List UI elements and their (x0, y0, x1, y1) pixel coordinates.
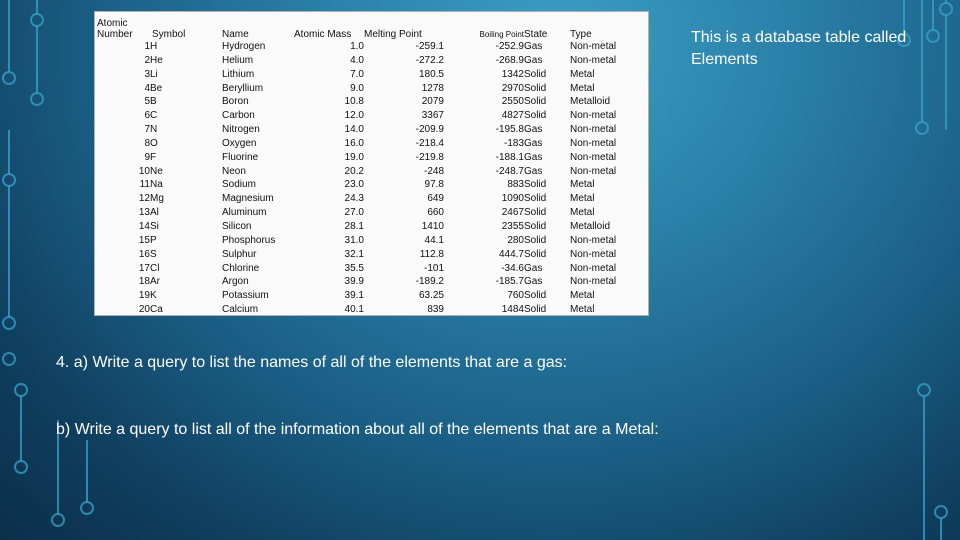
cell-boiling-point: 2550 (501, 96, 524, 108)
cell-state: Solid (524, 82, 547, 94)
cell-type: Non-metal (570, 276, 617, 288)
cell-atomic-number: 4 (144, 82, 150, 94)
cell-boiling-point: 1090 (501, 193, 524, 205)
cell-boiling-point: 2970 (501, 82, 524, 94)
cell-atomic-mass: 9.0 (350, 82, 364, 94)
cell-boiling-point: 280 (507, 234, 524, 246)
cell-melting-point: 63.25 (418, 290, 444, 302)
table-row (95, 123, 630, 137)
cell-boiling-point: 2355 (501, 220, 524, 232)
cell-symbol: Ca (150, 304, 163, 316)
cell-atomic-mass: 12.0 (344, 110, 364, 122)
cell-atomic-mass: 10.8 (344, 96, 364, 108)
cell-name: Hydrogen (222, 41, 266, 52)
cell-symbol: Al (150, 207, 159, 219)
cell-atomic-number: 5 (144, 96, 150, 108)
cell-name: Silicon (222, 220, 252, 232)
cell-state: Solid (524, 304, 547, 316)
cell-atomic-number: 9 (144, 151, 150, 163)
cell-symbol: Na (150, 179, 163, 191)
cell-boiling-point: -185.7 (495, 276, 524, 288)
cell-atomic-mass: 14.0 (344, 124, 364, 136)
cell-symbol: He (150, 54, 163, 66)
cell-state: Solid (524, 220, 547, 232)
cell-melting-point: -218.4 (415, 137, 444, 149)
cell-state: Solid (524, 110, 547, 122)
cell-symbol: S (150, 248, 157, 260)
cell-type: Metal (570, 68, 595, 80)
cell-atomic-mass: 40.1 (344, 304, 364, 316)
cell-type: Metal (570, 179, 595, 191)
cell-type: Metal (570, 304, 595, 316)
cell-atomic-mass: 20.2 (344, 165, 364, 177)
cell-name: Aluminum (222, 207, 267, 219)
cell-state: Gas (524, 54, 543, 66)
cell-atomic-number: 11 (139, 179, 150, 191)
cell-name: Sulphur (222, 248, 257, 260)
cell-melting-point: 97.8 (424, 179, 444, 191)
cell-symbol: Be (150, 82, 163, 94)
table-header-row (95, 12, 630, 40)
cell-boiling-point: 1484 (501, 304, 524, 316)
cell-atomic-mass: 19.0 (344, 151, 364, 163)
cell-type: Non-metal (570, 124, 617, 136)
cell-symbol: K (150, 290, 157, 302)
elements-table-panel (94, 11, 649, 316)
cell-name: Nitrogen (222, 124, 260, 136)
cell-atomic-mass: 1.0 (350, 41, 364, 52)
cell-melting-point: 44.1 (424, 234, 444, 246)
cell-name: Calcium (222, 304, 259, 316)
cell-name: Lithium (222, 68, 255, 80)
cell-boiling-point: 760 (507, 290, 524, 302)
cell-atomic-mass: 39.1 (344, 290, 364, 302)
cell-type: Metalloid (570, 96, 611, 108)
header-symbol: Symbol (152, 29, 186, 40)
cell-atomic-number: 6 (144, 110, 150, 122)
cell-symbol: Cl (150, 262, 160, 274)
table-row (95, 165, 630, 179)
cell-type: Non-metal (570, 151, 617, 163)
cell-type: Non-metal (570, 248, 617, 260)
cell-state: Solid (524, 193, 547, 205)
header-melting-point: Melting Point (364, 29, 422, 40)
table-row (95, 262, 630, 276)
cell-state: Gas (524, 165, 543, 177)
question-a: 4. a) Write a query to list the names of all of the elements that are a gas: (56, 354, 568, 371)
cell-name: Neon (222, 165, 246, 177)
cell-symbol: Mg (150, 193, 164, 205)
cell-atomic-number: 14 (138, 220, 150, 232)
cell-type: Metalloid (570, 220, 611, 232)
cell-name: Oxygen (222, 137, 257, 149)
cell-boiling-point: 444.7 (498, 248, 524, 260)
cell-atomic-mass: 24.3 (344, 193, 364, 205)
table-row (95, 303, 630, 317)
cell-boiling-point: 1342 (501, 68, 524, 80)
cell-atomic-mass: 28.1 (344, 220, 364, 232)
cell-name: Argon (222, 276, 249, 288)
cell-boiling-point: -248.7 (495, 165, 524, 177)
table-row (95, 95, 630, 109)
cell-atomic-mass: 23.0 (344, 179, 364, 191)
table-row (95, 206, 630, 220)
cell-atomic-number: 19 (138, 290, 150, 302)
cell-name: Beryllium (222, 82, 264, 94)
header-type: Type (570, 29, 592, 40)
cell-boiling-point: 883 (507, 179, 524, 191)
cell-boiling-point: -188.1 (495, 151, 524, 163)
cell-state: Gas (524, 41, 543, 52)
cell-state: Gas (524, 124, 543, 136)
table-description-note: This is a database table called Elements (691, 29, 907, 68)
header-name: Name (222, 29, 249, 40)
cell-atomic-number: 13 (138, 207, 150, 219)
cell-type: Metal (570, 207, 595, 219)
cell-atomic-number: 18 (138, 276, 150, 288)
cell-melting-point: 3367 (421, 110, 444, 122)
cell-type: Non-metal (570, 234, 617, 246)
cell-atomic-mass: 16.0 (344, 137, 364, 149)
cell-state: Solid (524, 234, 547, 246)
cell-type: Non-metal (570, 54, 617, 66)
header-atomic-mass: Atomic Mass (294, 29, 352, 40)
cell-symbol: O (150, 137, 158, 149)
cell-melting-point: -248 (423, 165, 444, 177)
cell-atomic-mass: 7.0 (350, 68, 364, 80)
table-row (95, 137, 630, 151)
cell-state: Solid (524, 96, 547, 108)
cell-symbol: Li (150, 68, 158, 80)
header-boiling-point: Boiling Point (479, 30, 524, 39)
cell-melting-point: -101 (423, 262, 444, 274)
cell-type: Non-metal (570, 110, 617, 122)
cell-boiling-point: 4827 (501, 110, 524, 122)
cell-atomic-number: 8 (144, 137, 150, 149)
cell-atomic-number: 1 (144, 41, 150, 52)
cell-symbol: Si (150, 220, 159, 232)
cell-type: Metal (570, 290, 595, 302)
cell-name: Potassium (222, 290, 269, 302)
cell-atomic-number: 12 (138, 193, 150, 205)
table-row (95, 40, 630, 54)
table-row (95, 82, 630, 96)
cell-melting-point: 1410 (421, 220, 444, 232)
cell-symbol: N (150, 124, 158, 136)
table-row (95, 220, 630, 234)
cell-name: Sodium (222, 179, 256, 191)
cell-state: Gas (524, 276, 543, 288)
cell-type: Non-metal (570, 41, 617, 52)
cell-state: Gas (524, 151, 543, 163)
cell-name: Carbon (222, 110, 255, 122)
cell-atomic-mass: 31.0 (344, 234, 364, 246)
table-row (95, 275, 630, 289)
cell-name: Chlorine (222, 262, 260, 274)
cell-state: Solid (524, 68, 547, 80)
cell-boiling-point: -268.9 (495, 54, 524, 66)
cell-type: Non-metal (570, 137, 617, 149)
table-row (95, 192, 630, 206)
cell-atomic-number: 17 (138, 262, 150, 274)
cell-boiling-point: -34.6 (501, 262, 524, 274)
cell-name: Helium (222, 54, 254, 66)
cell-atomic-number: 16 (138, 248, 150, 260)
cell-melting-point: -189.2 (415, 276, 444, 288)
cell-atomic-number: 3 (144, 68, 150, 80)
cell-name: Phosphorus (222, 234, 276, 246)
table-row (95, 54, 630, 68)
cell-melting-point: -272.2 (415, 54, 444, 66)
question-b: b) Write a query to list all of the information about all of the elements that are a Metal: (56, 421, 659, 438)
cell-type: Non-metal (570, 262, 617, 274)
table-row (95, 68, 630, 82)
cell-melting-point: 112.8 (419, 248, 444, 260)
cell-state: Solid (524, 290, 547, 302)
cell-atomic-number: 2 (144, 54, 150, 66)
cell-symbol: B (150, 96, 157, 108)
cell-type: Metal (570, 193, 595, 205)
cell-symbol: C (150, 110, 158, 122)
cell-symbol: H (150, 41, 158, 52)
cell-atomic-mass: 35.5 (344, 262, 364, 274)
cell-melting-point: 839 (427, 304, 444, 316)
cell-atomic-mass: 27.0 (344, 207, 364, 219)
table-row (95, 248, 630, 262)
cell-melting-point: 180.5 (418, 68, 444, 80)
cell-type: Non-metal (570, 165, 617, 177)
cell-symbol: Ar (150, 276, 160, 288)
cell-symbol: Ne (150, 165, 163, 177)
cell-atomic-number: 10 (138, 165, 150, 177)
table-body (95, 40, 630, 317)
cell-melting-point: 2079 (421, 96, 444, 108)
cell-state: Gas (524, 137, 543, 149)
cell-symbol: P (150, 234, 157, 246)
cell-boiling-point: -195.8 (495, 124, 524, 136)
table-row (95, 178, 630, 192)
cell-name: Boron (222, 96, 249, 108)
cell-symbol: F (150, 151, 157, 163)
cell-boiling-point: -252.9 (495, 41, 524, 52)
cell-boiling-point: -183 (503, 137, 524, 149)
header-atomic-number: Atomic Number (97, 18, 133, 40)
cell-melting-point: -219.8 (415, 151, 444, 163)
cell-atomic-number: 7 (144, 124, 150, 136)
cell-melting-point: 660 (427, 207, 444, 219)
cell-atomic-number: 20 (138, 304, 150, 316)
cell-state: Solid (524, 179, 547, 191)
cell-atomic-mass: 32.1 (344, 248, 364, 260)
elements-table (95, 12, 630, 317)
cell-boiling-point: 2467 (501, 207, 524, 219)
cell-melting-point: 1278 (421, 82, 444, 94)
cell-name: Magnesium (222, 193, 274, 205)
cell-atomic-mass: 39.9 (344, 276, 364, 288)
table-row (95, 289, 630, 303)
table-row (95, 234, 630, 248)
cell-state: Gas (524, 262, 543, 274)
cell-state: Solid (524, 207, 547, 219)
cell-type: Metal (570, 82, 595, 94)
cell-atomic-number: 15 (138, 234, 150, 246)
table-row (95, 151, 630, 165)
cell-name: Fluorine (222, 151, 259, 163)
cell-melting-point: -209.9 (415, 124, 444, 136)
cell-melting-point: -259.1 (415, 41, 444, 52)
cell-atomic-mass: 4.0 (350, 54, 364, 66)
table-row (95, 109, 630, 123)
cell-state: Solid (524, 248, 547, 260)
header-state: State (524, 29, 548, 40)
cell-melting-point: 649 (427, 193, 444, 205)
